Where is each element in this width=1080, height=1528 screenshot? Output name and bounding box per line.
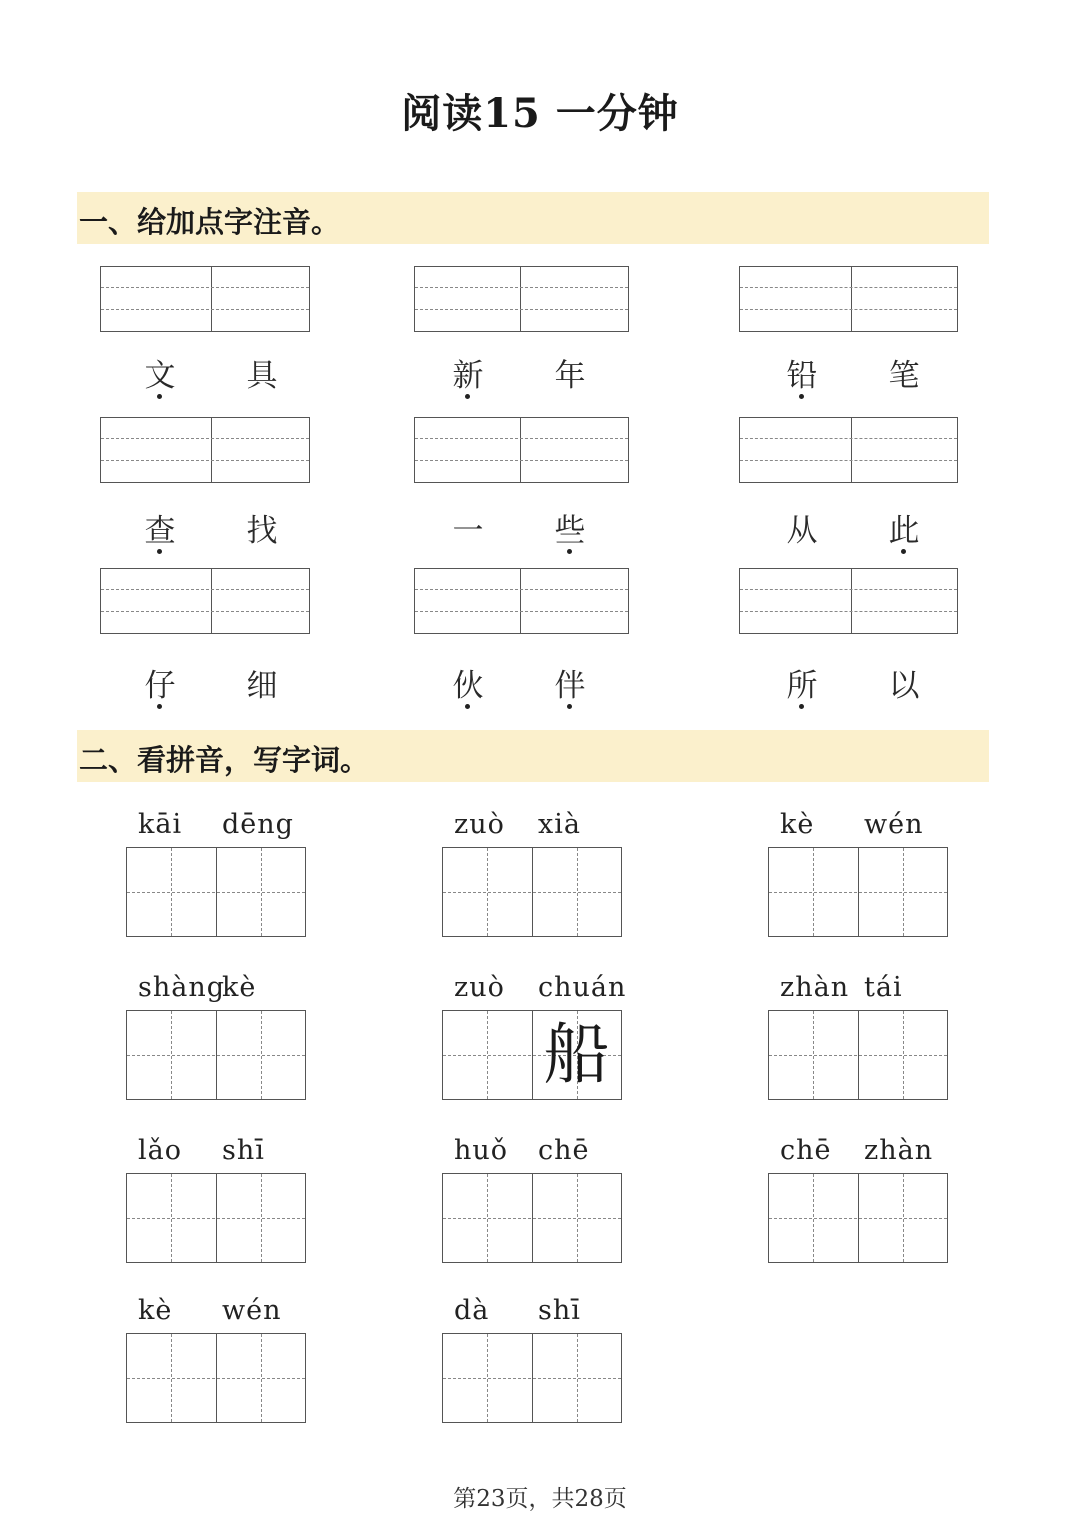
pinyin-syllable: zuò xyxy=(454,972,505,1003)
pinyin-syllable: zhàn xyxy=(780,972,850,1003)
emphasis-dot xyxy=(567,549,572,554)
pinyin-prompt xyxy=(768,1135,948,1169)
word-character: 仔 xyxy=(144,668,176,704)
pinyin-syllable: zuò xyxy=(454,809,505,840)
word-character: 伙 xyxy=(452,668,484,704)
word-character: 细 xyxy=(246,668,278,704)
word-character: 具 xyxy=(246,358,278,394)
word-character: 铅 xyxy=(786,358,818,394)
word-character: 以 xyxy=(888,668,920,704)
pinyin-answer-box[interactable] xyxy=(739,266,958,332)
filled-character: 船 xyxy=(543,1016,610,1093)
character-writing-grid[interactable] xyxy=(126,1173,306,1263)
page-footer: 第23页，共28页 xyxy=(453,1486,627,1512)
pinyin-syllable: shàng xyxy=(138,972,226,1003)
word-character: 一 xyxy=(452,513,484,549)
character-writing-grid[interactable] xyxy=(126,1010,306,1100)
word-character: 查 xyxy=(144,513,176,549)
word-character: 此 xyxy=(888,513,920,549)
pinyin-answer-box[interactable] xyxy=(100,417,310,483)
pinyin-prompt xyxy=(442,972,627,1006)
pinyin-prompt xyxy=(768,972,948,1006)
word-character: 所 xyxy=(786,668,818,704)
word-characters xyxy=(0,350,1080,394)
pinyin-syllable: chē xyxy=(780,1135,832,1166)
character-writing-grid[interactable] xyxy=(442,1173,622,1263)
emphasis-dot xyxy=(567,704,572,709)
pinyin-syllable: wén xyxy=(222,1295,282,1326)
pinyin-syllable: chē xyxy=(538,1135,590,1166)
pinyin-answer-box[interactable] xyxy=(414,266,629,332)
emphasis-dot xyxy=(465,394,470,399)
word-character: 笔 xyxy=(888,358,920,394)
pinyin-prompt xyxy=(768,809,948,843)
character-writing-grid[interactable] xyxy=(768,1173,948,1263)
emphasis-dot xyxy=(465,704,470,709)
pinyin-answer-box[interactable] xyxy=(739,568,958,634)
pinyin-answer-box[interactable] xyxy=(414,568,629,634)
word-character: 年 xyxy=(554,358,586,394)
word-characters xyxy=(0,660,1080,704)
pinyin-syllable: kè xyxy=(222,972,257,1003)
pinyin-answer-box[interactable] xyxy=(100,568,310,634)
character-writing-grid[interactable] xyxy=(126,847,306,937)
pinyin-syllable: shī xyxy=(538,1295,581,1326)
pinyin-syllable: huǒ xyxy=(454,1135,509,1166)
word-characters xyxy=(0,505,1080,549)
emphasis-dot xyxy=(901,549,906,554)
word-character: 伴 xyxy=(554,668,586,704)
pinyin-syllable: dà xyxy=(454,1295,490,1326)
character-writing-grid[interactable] xyxy=(768,1010,948,1100)
word-character: 文 xyxy=(144,358,176,394)
pinyin-syllable: shī xyxy=(222,1135,265,1166)
pinyin-syllable: dēng xyxy=(222,809,294,840)
character-writing-grid[interactable] xyxy=(126,1333,306,1423)
emphasis-dot xyxy=(157,704,162,709)
pinyin-syllable: wén xyxy=(864,809,924,840)
emphasis-dot xyxy=(157,394,162,399)
character-writing-grid[interactable] xyxy=(442,847,622,937)
section-2-header xyxy=(77,730,989,782)
pinyin-syllable: kè xyxy=(780,809,815,840)
pinyin-syllable: chuán xyxy=(538,972,627,1003)
pinyin-prompt xyxy=(442,1295,622,1329)
pinyin-syllable: tái xyxy=(864,972,903,1003)
page-title: 阅读15 一分钟 xyxy=(401,90,679,137)
pinyin-answer-box[interactable] xyxy=(414,417,629,483)
pinyin-prompt xyxy=(126,1135,306,1169)
character-writing-grid[interactable] xyxy=(442,1333,622,1423)
word-character: 找 xyxy=(246,513,278,549)
pinyin-syllable: xià xyxy=(538,809,581,840)
character-writing-grid[interactable] xyxy=(442,1010,622,1100)
emphasis-dot xyxy=(799,704,804,709)
emphasis-dot xyxy=(157,549,162,554)
pinyin-prompt xyxy=(126,1295,306,1329)
section-2-title: 二、看拼音，写字词。 xyxy=(79,743,370,777)
pinyin-answer-box[interactable] xyxy=(739,417,958,483)
word-character: 从 xyxy=(786,513,818,549)
word-character: 新 xyxy=(452,358,484,394)
pinyin-syllable: zhàn xyxy=(864,1135,934,1166)
pinyin-syllable: lǎo xyxy=(138,1135,182,1166)
emphasis-dot xyxy=(799,394,804,399)
pinyin-syllable: kè xyxy=(138,1295,173,1326)
pinyin-prompt xyxy=(442,809,622,843)
section-1-header xyxy=(77,192,989,244)
character-writing-grid[interactable] xyxy=(768,847,948,937)
pinyin-prompt xyxy=(442,1135,622,1169)
pinyin-prompt xyxy=(126,972,306,1006)
word-character: 些 xyxy=(554,513,586,549)
pinyin-prompt xyxy=(126,809,306,843)
section-1-title: 一、给加点字注音。 xyxy=(79,205,341,239)
pinyin-answer-box[interactable] xyxy=(100,266,310,332)
pinyin-syllable: kāi xyxy=(138,809,183,840)
